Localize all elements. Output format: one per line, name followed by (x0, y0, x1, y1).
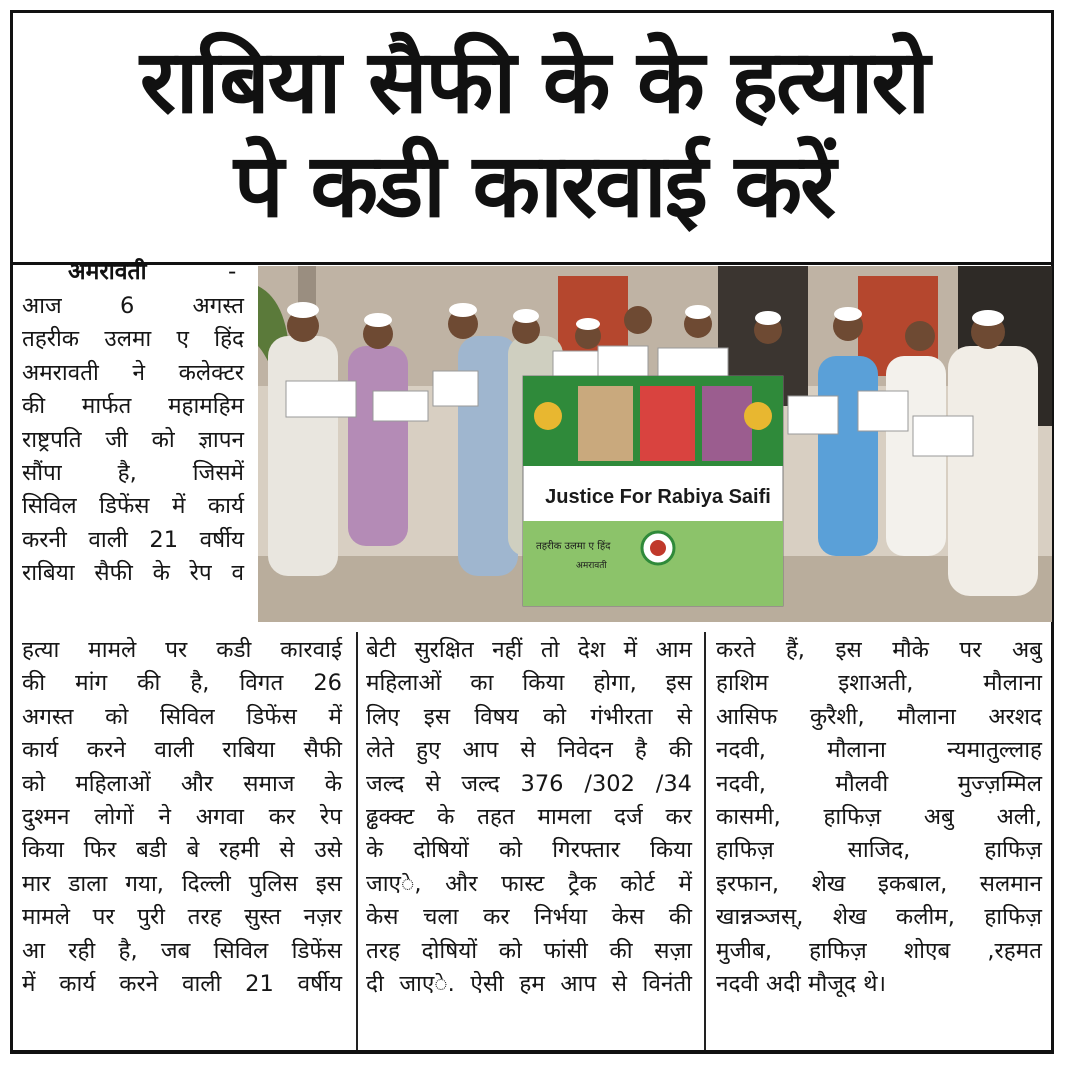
text-line: की मांग की है, विगत 26 (22, 670, 342, 697)
text-line: जल्द से जल्द 376 /302 /34 (366, 770, 692, 797)
text-line: आसिफ कुरैशी, मौलाना अरशद (716, 703, 1042, 730)
text-line: इरफान, शेख इकबाल, सलमान (716, 870, 1042, 897)
dateline-place: अमरावती (68, 259, 147, 285)
column-1-top (22, 290, 244, 591)
text-line: मार डाला गया, दिल्ली पुलिस इस (22, 870, 342, 897)
headline-line-1: राबिया सैफी के के हत्यारो (139, 30, 929, 133)
banner-subtext-2: अमरावती (576, 561, 607, 571)
text-line: हाशिम इशाअती, मौलाना (716, 670, 1042, 697)
text-line: दुश्मन लोगों ने अगवा कर रेप (22, 804, 342, 831)
bottom-rule (12, 1050, 1052, 1052)
text-line: अगस्त को सिविल डिफेंस में (22, 703, 342, 730)
text-line: कार्य करने वाली राबिया सैफी (22, 737, 342, 764)
text-line: सिविल डिफेंस में कार्य (22, 493, 244, 520)
text-line: हत्या मामले पर कडी कारवाई (22, 637, 342, 663)
text-line: दी जाएे. ऐसी हम आप से विनंती (366, 971, 692, 998)
column-1-bottom (22, 634, 342, 1001)
text-line: मुजीब, हाफिज़ शोएब ,रहमत (716, 937, 1042, 964)
banner-subtext: तहरीक उलमा ए हिंद (536, 541, 611, 552)
text-line: राष्ट्रपति जी को ज्ञापन (22, 426, 244, 453)
banner-title: Justice For Rabiya Saifi (545, 486, 771, 508)
text-line: जाएे, और फास्ट ट्रैक कोर्ट में (366, 870, 692, 897)
column-3 (716, 634, 1042, 1001)
headline (22, 30, 1046, 238)
text-line: केस चला कर निर्भया केस की (366, 904, 692, 931)
text-line: ढ्ढक्क्ट के तहत मामला दर्ज कर (366, 804, 692, 831)
text-line: नदवी अदी मौजूद थे। (716, 971, 887, 998)
text-line: लिए इस विषय को गंभीरता से (366, 703, 692, 730)
text-line: अमरावती ने कलेक्टर (22, 359, 244, 386)
text-line: महिलाओं का किया होगा, इस (366, 670, 692, 697)
text-line: नदवी, मौलवी मुज्ज़म्मिल (716, 770, 1042, 797)
column-divider-2 (704, 632, 706, 1052)
text-line: की मार्फत महामहिम (22, 393, 244, 420)
text-line: आज 6 अगस्त (22, 293, 244, 319)
text-line: कासमी, हाफिज़ अबु अली, (716, 804, 1042, 831)
news-photo (258, 266, 1052, 622)
text-line: में कार्य करने वाली 21 वर्षीय (22, 971, 342, 998)
text-line: करनी वाली 21 वर्षीय (22, 526, 244, 553)
headline-divider (12, 262, 1052, 265)
text-line: को महिलाओं और समाज के (22, 770, 342, 797)
text-line: आ रही है, जब सिविल डिफेंस (22, 937, 342, 964)
text-line: राबिया सैफी के रेप व (22, 560, 244, 587)
dateline-dash: - (228, 259, 237, 285)
text-line: मामले पर पुरी तरह सुस्त नज़र (22, 904, 342, 931)
text-line: तहरीक उलमा ए हिंद (22, 326, 244, 353)
column-2 (366, 634, 692, 1001)
text-line: सौंपा है, जिसमें (22, 460, 244, 487)
text-line: तरह दोषियों को फांसी की सज़ा (366, 937, 692, 964)
text-line: किया फिर बडी बे रहमी से उसे (22, 837, 342, 864)
text-line: लेते हुए आप से निवेदन है की (366, 737, 692, 764)
text-line: बेटी सुरक्षित नहीं तो देश में आम (366, 637, 692, 663)
headline-line-2: पे कडी कारवाई करें (233, 134, 835, 237)
text-line: हाफिज़ साजिद, हाफिज़ (716, 837, 1042, 864)
text-line: खान्नञ्जस्, शेख कलीम, हाफिज़ (716, 904, 1042, 931)
text-line: नदवी, मौलाना न्यमातुल्लाह (716, 737, 1042, 764)
text-line: के दोषियों को गिरफ्तार किया (366, 837, 692, 864)
column-divider-1 (356, 632, 358, 1052)
text-line: करते हैं, इस मौके पर अबु (716, 637, 1042, 663)
